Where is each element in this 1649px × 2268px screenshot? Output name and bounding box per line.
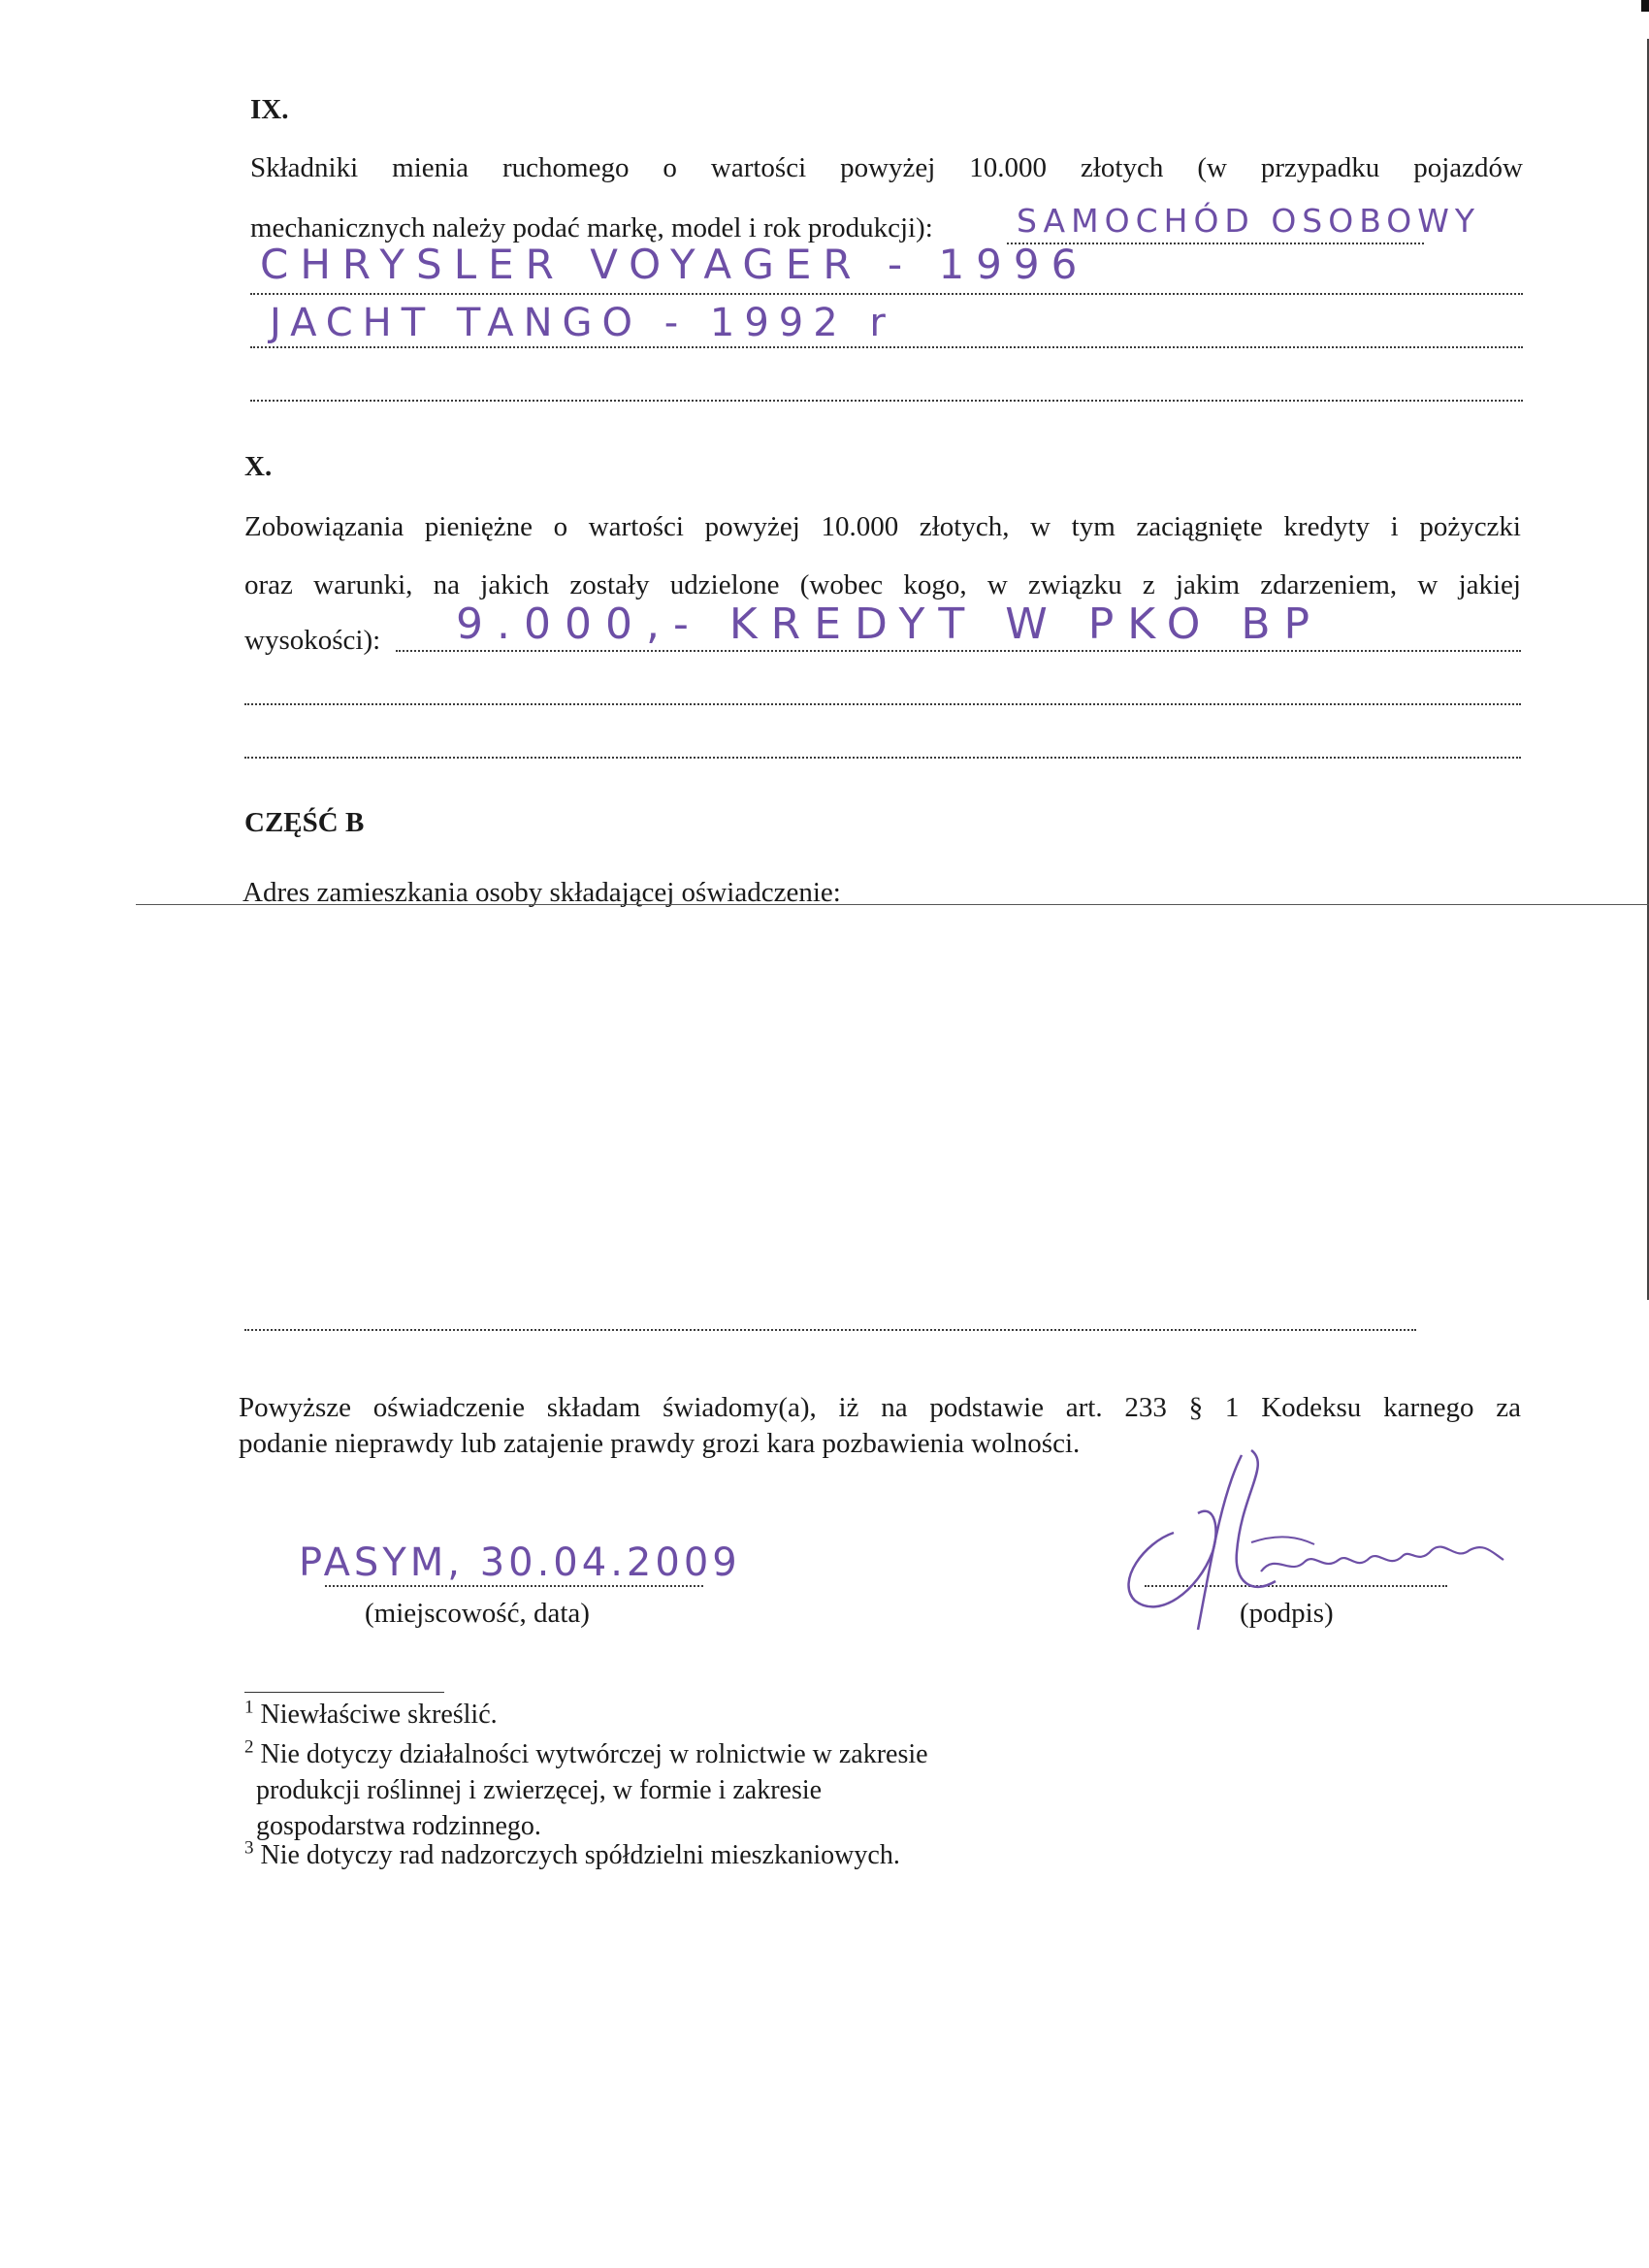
footnote-mark: 3 — [244, 1837, 254, 1859]
dotted-line — [250, 400, 1523, 402]
address-label: Adres zamieszkania osoby składającej oświadczenie: — [242, 877, 841, 908]
footnote-3 — [244, 1837, 900, 1871]
footnote-separator — [244, 1692, 444, 1693]
section-x-heading: X. — [244, 451, 273, 482]
scan-edge-mark — [1641, 0, 1649, 12]
statement-line1: Powyższe oświadczenie składam świadomy(a), iż na podstawie art. 233 § 1 Kodeksu karnego za — [239, 1392, 1521, 1423]
signature-label: (podpis) — [1240, 1598, 1334, 1629]
dotted-line — [250, 346, 1523, 348]
section-x-text-line1: Zobowiązania pieniężne o wartości powyżej 10.000 złotych, w tym zaciągnięte kredyty i pożyczki — [244, 511, 1521, 542]
footnote-text: produkcji roślinnej i zwierzęcej, w formie i zakresie — [256, 1775, 823, 1805]
section-ix-text-line1: Składniki mienia ruchomego o wartości powyżej 10.000 złotych (w przypadku pojazdów — [250, 152, 1523, 183]
dotted-line — [244, 1329, 1416, 1331]
footnote-2 — [244, 1736, 928, 1844]
dotted-line — [250, 293, 1523, 295]
handwritten-vehicle-2: JACHT TANGO - 1992 r — [270, 301, 895, 345]
dotted-line — [325, 1585, 703, 1587]
place-date-label: (miejscowość, data) — [365, 1598, 590, 1629]
footnote-1 — [244, 1697, 498, 1731]
part-b-heading: CZĘŚĆ B — [244, 807, 365, 838]
footnote-mark: 1 — [244, 1697, 254, 1718]
section-x-text-line3: wysokości): — [244, 625, 381, 656]
dotted-line — [244, 757, 1521, 759]
handwritten-vehicle-type: SAMOCHÓD OSOBOWY — [1017, 202, 1481, 240]
address-redaction-line — [136, 904, 1649, 905]
statement-line2: podanie nieprawdy lub zatajenie prawdy grozi kara pozbawienia wolności. — [239, 1428, 1081, 1459]
dotted-line — [244, 703, 1521, 705]
footnote-mark: 2 — [244, 1736, 254, 1758]
handwritten-vehicle-1: CHRYSLER VOYAGER - 1996 — [260, 241, 1089, 288]
footnote-text: Nie dotyczy rad nadzorczych spółdzielni mieszkaniowych. — [260, 1840, 900, 1870]
footnote-text: Nie dotyczy działalności wytwórczej w rolnictwie w zakresie — [260, 1739, 928, 1769]
section-ix-heading: IX. — [250, 94, 289, 125]
footnote-text: gospodarstwa rodzinnego. — [256, 1811, 541, 1841]
handwritten-place-date: PASYM, 30.04.2009 — [299, 1540, 741, 1585]
handwritten-liability: 9.000,- KREDYT W PKO BP — [456, 599, 1324, 649]
section-x-text-line2: oraz warunki, na jakich zostały udzielone (wobec kogo, w związku z jakim zdarzeniem, w jakiej — [244, 569, 1521, 600]
section-ix-text-line2: mechanicznych należy podać markę, model i rok produkcji): — [250, 212, 933, 243]
dotted-line — [396, 650, 1521, 652]
footnote-text: Niewłaściwe skreślić. — [260, 1700, 498, 1730]
